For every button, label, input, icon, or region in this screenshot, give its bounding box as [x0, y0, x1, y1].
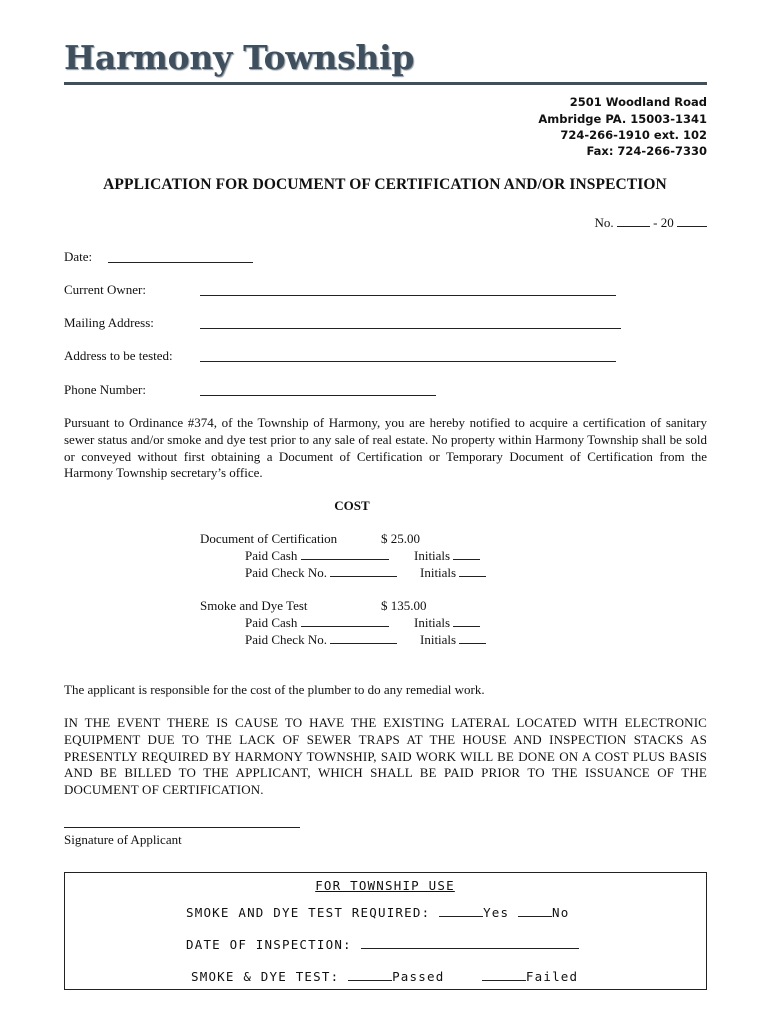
passed-field[interactable]: [348, 970, 392, 981]
owner-label: Current Owner:: [64, 282, 146, 297]
inspection-date-field[interactable]: [361, 938, 579, 949]
mailing-address-label: Mailing Address:: [64, 315, 154, 330]
smoke-test-cash-initials: [414, 615, 480, 631]
smoke-test-price: $ 135.00: [381, 598, 427, 613]
test-result-label: SMOKE & DYE TEST:: [191, 969, 340, 984]
smoke-test-paid-check: [245, 632, 397, 648]
doc-cert-cash-field[interactable]: [301, 548, 389, 560]
initials-label: Initials: [420, 632, 457, 647]
address-fax: Fax: 724-266-7330: [586, 144, 707, 158]
tested-address-label: Address to be tested:: [64, 348, 173, 363]
doc-cert-cash-initials: [414, 548, 480, 564]
event-paragraph: IN THE EVENT THERE IS CAUSE TO HAVE THE EXISTING LATERAL LOCATED WITH ELECTRONIC EQUIPMENT DUE TO THE LACK OF SEWER TRAPS AT THE HOUSE AND INSPECTION STACKS AS PRESENTLY REQUIRED BY HARMONY TOWNSHIP, SAID WORK WILL BE DONE ON A COST PLUS BASIS AND BE BILLED TO THE APPLICANT, WHICH SHALL BE PAID PRIOR TO THE ISSUANCE OF THE DOCUMENT OF CERTIFICATION.: [64, 715, 707, 798]
signature-field[interactable]: [64, 827, 300, 828]
paid-check-label: Paid Check No.: [245, 565, 327, 580]
paid-cash-label: Paid Cash: [245, 615, 298, 630]
smoke-test-check-initials-field[interactable]: [459, 632, 486, 644]
smoke-required-yes-field[interactable]: [439, 906, 483, 917]
doc-cert-cash-initials-field[interactable]: [453, 548, 480, 560]
phone-label: Phone Number:: [64, 382, 146, 397]
plumber-note: The applicant is responsible for the cost of the plumber to do any remedial work.: [64, 682, 485, 697]
passed-label: Passed: [392, 969, 445, 984]
doc-cert-check-field[interactable]: [330, 565, 397, 577]
doc-cert-check-initials-field[interactable]: [459, 565, 486, 577]
inspection-date-row: [186, 937, 579, 952]
doc-cert-paid-cash: [245, 548, 389, 564]
smoke-test-paid-cash: [245, 615, 389, 631]
mailing-address-field[interactable]: [200, 328, 621, 329]
date-label: Date:: [64, 249, 93, 264]
smoke-test-check-field[interactable]: [330, 632, 397, 644]
doc-cert-paid-check: [245, 565, 397, 581]
test-result-row: [191, 969, 578, 984]
initials-label: Initials: [414, 615, 451, 630]
paid-cash-label: Paid Cash: [245, 548, 298, 563]
initials-label: Initials: [420, 565, 457, 580]
application-number: [595, 215, 707, 231]
number-label: No.: [594, 215, 614, 230]
number-year-prefix: - 20: [653, 215, 674, 230]
cost-heading: COST: [334, 498, 370, 513]
failed-field[interactable]: [482, 970, 526, 981]
smoke-required-row: [186, 905, 569, 920]
smoke-required-no-field[interactable]: [518, 906, 552, 917]
title-divider: [64, 82, 707, 85]
yes-label: Yes: [483, 905, 510, 920]
smoke-test-name: Smoke and Dye Test: [200, 598, 308, 613]
address-city: Ambridge PA. 15003-1341: [538, 112, 707, 126]
number-field[interactable]: [617, 215, 650, 227]
form-heading: APPLICATION FOR DOCUMENT OF CERTIFICATION AND/OR INSPECTION: [103, 176, 667, 193]
phone-field[interactable]: [200, 395, 436, 396]
owner-field[interactable]: [200, 295, 616, 296]
smoke-test-check-initials: [420, 632, 486, 648]
smoke-required-label: SMOKE AND DYE TEST REQUIRED:: [186, 905, 431, 920]
township-use-title-text: FOR TOWNSHIP USE: [315, 878, 455, 893]
paid-check-label: Paid Check No.: [245, 632, 327, 647]
initials-label: Initials: [414, 548, 451, 563]
address-street: 2501 Woodland Road: [569, 95, 707, 109]
failed-label: Failed: [525, 969, 579, 984]
address-phone: 724-266-1910 ext. 102: [560, 128, 707, 142]
smoke-test-cash-initials-field[interactable]: [453, 615, 480, 627]
no-label: No: [551, 905, 570, 920]
smoke-test-cash-field[interactable]: [301, 615, 389, 627]
date-field[interactable]: [108, 262, 253, 263]
number-year-field[interactable]: [677, 215, 707, 227]
doc-cert-name: Document of Certification: [200, 531, 338, 546]
signature-label: Signature of Applicant: [64, 832, 182, 847]
doc-cert-check-initials: [420, 565, 486, 581]
ordinance-paragraph: Pursuant to Ordinance #374, of the Township of Harmony, you are hereby notified to acquire a certification of sanitary sewer status and/or smoke and dye test prior to any sale of real estate. No property within Harmony Township shall be sold or conveyed without first obtaining a Document of Certification or Temporary Document of Certification from the Harmony Township secretary’s office.: [64, 415, 707, 481]
doc-cert-price: $ 25.00: [381, 531, 420, 546]
tested-address-field[interactable]: [200, 361, 616, 362]
township-title: Harmony Township: [64, 38, 415, 77]
township-use-title: [0, 878, 770, 893]
inspection-date-label: DATE OF INSPECTION:: [186, 937, 352, 952]
